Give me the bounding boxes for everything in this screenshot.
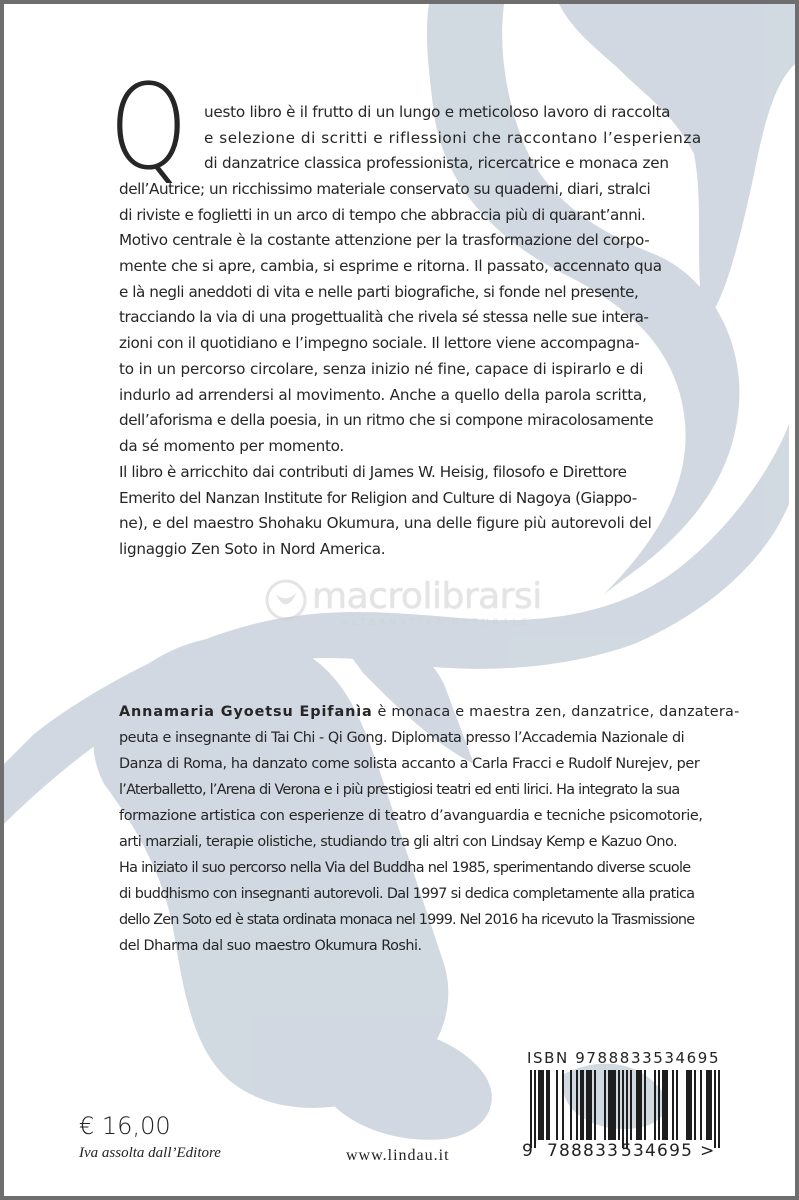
barcode-bar: [708, 1070, 710, 1140]
barcode-bar: [694, 1070, 696, 1140]
barcode-bar: [662, 1070, 664, 1140]
barcode-bar: [644, 1070, 646, 1140]
barcode-bar: [548, 1070, 550, 1140]
bio-line: peuta e insegnante di Tai Chi - Qi Gong. Diplomata presso l’Accademia Nazionale di: [119, 730, 685, 746]
synopsis-line: mente che si apre, cambia, si esprime e ritorna. Il passato, accennato qua: [119, 257, 662, 275]
barcode-bar: [530, 1070, 532, 1148]
synopsis-line: lignaggio Zen Soto in Nord America.: [119, 540, 386, 558]
barcode-bar: [672, 1070, 674, 1140]
brush-blot-bottom: [319, 1030, 492, 1140]
barcode-bar: [640, 1070, 642, 1140]
bio-line: di buddhismo con insegnanti autorevoli. Dal 1997 si dedica completamente alla pratica: [119, 886, 695, 902]
watermark: [264, 576, 564, 632]
barcode-bar: [538, 1070, 540, 1140]
synopsis-line: uesto libro è il frutto di un lungo e meticoloso lavoro di raccolta: [204, 103, 671, 121]
barcode-bar: [688, 1070, 690, 1140]
barcode-bar: [706, 1070, 708, 1140]
barcode-bar: [714, 1070, 716, 1148]
barcode-bar: [690, 1070, 692, 1140]
barcode-bar: [542, 1070, 544, 1140]
synopsis-line: di riviste e foglietti in un arco di tempo che abbraccia più di quarant’anni.: [119, 206, 646, 224]
synopsis-line: e selezione di scritti e riflessioni che raccontano l’esperienza: [204, 129, 702, 147]
synopsis-line: da sé momento per momento.: [119, 437, 344, 455]
isbn-label: ISBN 9788833534695: [527, 1049, 721, 1067]
barcode-bar: [658, 1070, 660, 1140]
bio-line: dello Zen Soto ed è stata ordinata monaca nel 1999. Nel 2016 ha ricevuto la Trasmissione: [119, 912, 695, 928]
barcode-bar: [588, 1070, 590, 1140]
barcode-bar: [586, 1070, 588, 1140]
author-name: Annamaria Gyoetsu Epifanìa: [119, 704, 373, 720]
synopsis-line: Il libro è arricchito dai contributi di James W. Heisig, filosofo e Direttore: [119, 463, 627, 481]
publisher-website: www.lindau.it: [346, 1147, 450, 1164]
barcode-bar: [570, 1070, 572, 1140]
barcode-group-1: 788833: [547, 1141, 620, 1161]
bio-line: del Dharma dal suo maestro Okumura Roshi.: [119, 938, 422, 954]
bio-line: arti marziali, terapie olistiche, studiando tra gli altri con Lindsay Kemp e Kazuo Ono.: [119, 834, 678, 850]
bio-line: Ha iniziato il suo percorso nella Via del Buddha nel 1985, sperimentando diverse scuole: [119, 860, 691, 876]
barcode-bar: [718, 1070, 720, 1148]
synopsis-line: dell’aforisma e della poesia, in un ritmo che si compone miracolosamente: [119, 411, 654, 429]
barcode-bar: [626, 1070, 628, 1148]
barcode-first-digit: 9: [522, 1141, 535, 1161]
barcode-bar: [618, 1070, 620, 1140]
bio-line: Danza di Roma, ha danzato come solista accanto a Carla Fracci e Rudolf Nurejev, per: [119, 756, 700, 772]
barcode-bar: [654, 1070, 656, 1140]
barcode-bar: [612, 1070, 614, 1140]
price: € 16,00: [79, 1112, 171, 1140]
vat-note: Iva assolta dall’Editore: [79, 1145, 221, 1161]
synopsis-line: Emerito del Nanzan Institute for Religion and Culture di Nagoya (Giappo-: [119, 489, 637, 507]
synopsis-line: dell’Autrice; un ricchissimo materiale conservato su quaderni, diari, stralci: [119, 180, 651, 198]
barcode-bar: [686, 1070, 688, 1140]
drop-cap: Q: [109, 58, 188, 196]
leaf-circle-icon: [264, 578, 308, 622]
barcode-bar: [590, 1070, 592, 1140]
barcode-bar: [630, 1070, 632, 1140]
barcode-bar: [582, 1070, 584, 1140]
synopsis-line: ne), e del maestro Shohaku Okumura, una delle figure più autorevoli del: [119, 514, 652, 532]
barcode-bar: [676, 1070, 678, 1140]
synopsis-line: indurlo ad arrendersi al movimento. Anche a quello della parola scritta,: [119, 386, 647, 404]
barcode-bar: [666, 1070, 668, 1140]
barcode-bar: [576, 1070, 578, 1140]
barcode-bar: [622, 1070, 624, 1148]
synopsis-line: zioni con il quotidiano e l’impegno sociale. Il lettore viene accompagna-: [119, 334, 640, 352]
barcode-bar: [562, 1070, 564, 1140]
barcode-bar: [636, 1070, 638, 1140]
synopsis-line: to in un percorso circolare, senza inizio né fine, capace di ispirarlo e di: [119, 360, 644, 378]
synopsis-line: di danzatrice classica professionista, ricercatrice e monaca zen: [204, 154, 669, 172]
barcode: [522, 1070, 722, 1150]
barcode-arrow: >: [700, 1141, 716, 1161]
barcode-bar: [534, 1070, 536, 1148]
synopsis-line: tracciando la via di una progettualità che rivela sé stessa nelle sue intera-: [119, 308, 649, 326]
barcode-bar: [546, 1070, 548, 1140]
watermark-brand: macrolibrarsi: [312, 576, 542, 617]
bio-first-line-rest: è monaca e maestra zen, danzatrice, danzatera-: [372, 704, 740, 720]
barcode-bar: [608, 1070, 610, 1140]
synopsis-line: e là negli aneddoti di vita e nelle parti biografiche, si fonde nel presente,: [119, 283, 639, 301]
barcode-bar: [638, 1070, 640, 1140]
barcode-bar: [710, 1070, 712, 1140]
barcode-bar: [604, 1070, 606, 1140]
bio-line: formazione artistica con esperienze di teatro d’avanguardia e tecniche psicomotorie,: [119, 808, 703, 824]
bio-line-first: [119, 700, 740, 725]
barcode-bar: [700, 1070, 702, 1140]
barcode-bar: [614, 1070, 616, 1140]
barcode-bar: [540, 1070, 542, 1140]
barcode-bar: [580, 1070, 582, 1140]
watermark-tagline: ALTERNATIVA NATURALE: [342, 618, 532, 628]
synopsis-line: Motivo centrale è la costante attenzione per la trasformazione del corpo-: [119, 231, 650, 249]
barcode-bar: [556, 1070, 558, 1140]
book-back-cover: [4, 4, 795, 1196]
barcode-bar: [594, 1070, 596, 1140]
barcode-group-2: 534695: [621, 1141, 694, 1161]
barcode-bar: [664, 1070, 666, 1140]
barcode-bar: [610, 1070, 612, 1140]
bio-line: l’Aterballetto, l’Arena di Verona e i più prestigiosi teatri ed enti lirici. Ha integrato la sua: [119, 782, 680, 798]
